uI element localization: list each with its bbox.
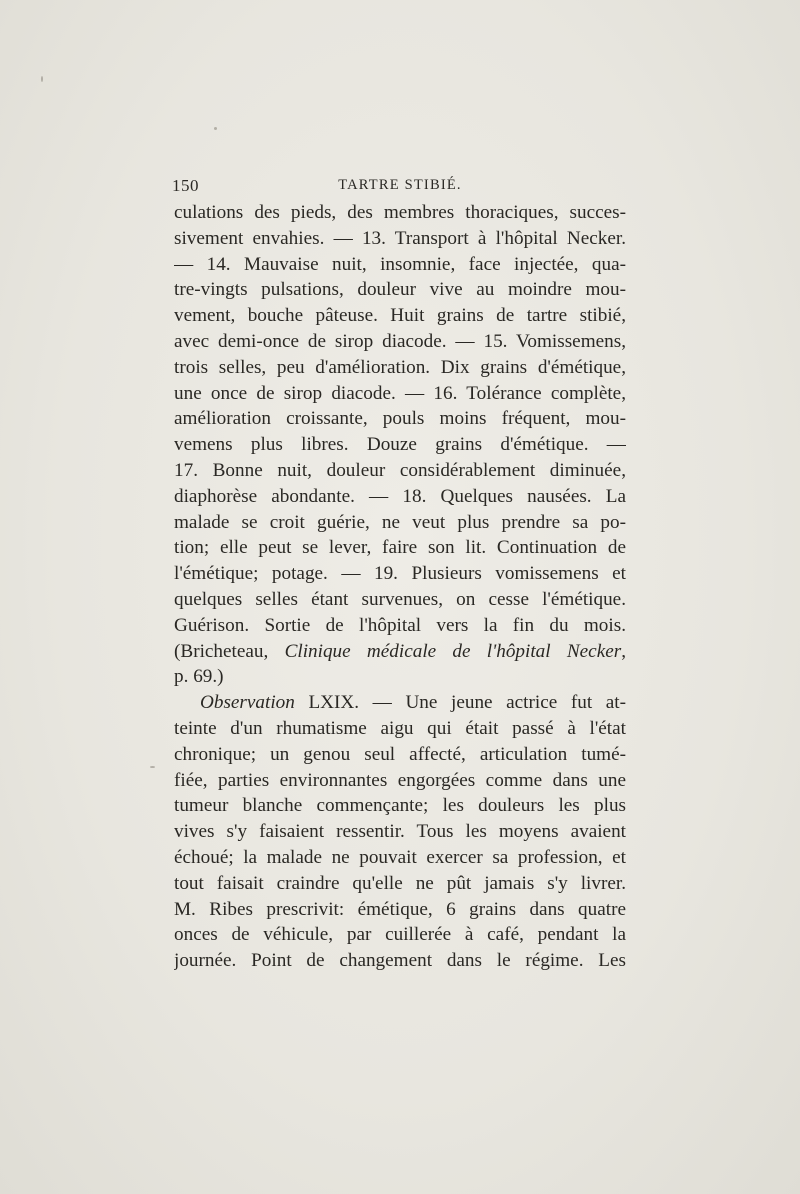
text-line: sivement envahies. — 13. Transport à l'hôpital Necker. <box>174 227 626 249</box>
text-line: amélioration croissante, pouls moins fréquent, mou- <box>174 408 626 430</box>
text-line: quelques selles étant survenues, on cesse l'émétique. <box>174 588 626 610</box>
observation-heading-line <box>174 690 626 716</box>
citation-open: (Bricheteau, <box>174 640 285 662</box>
text-line: journée. Point de changement dans le régime. Les <box>174 950 626 972</box>
text-line: diaphorèse abondante. — 18. Quelques nausées. La <box>174 485 626 507</box>
citation-line <box>174 639 626 665</box>
body-text <box>174 200 626 974</box>
text-line: vement, bouche pâteuse. Huit grains de tartre stibié, <box>174 305 626 327</box>
text-line: trois selles, peu d'amélioration. Dix grains d'émétique, <box>174 356 626 378</box>
text-line: tout faisait craindre qu'elle ne pût jamais s'y livrer. <box>174 872 626 894</box>
paper-speck <box>41 76 43 82</box>
observation-label: Observation <box>200 692 295 714</box>
page-header <box>172 176 628 198</box>
running-title: TARTRE STIBIÉ. <box>338 177 462 193</box>
text-line: onces de véhicule, par cuillerée à café, pendant la <box>174 924 626 946</box>
text-line: Guérison. Sortie de l'hôpital vers la fin du mois. <box>174 614 626 636</box>
text-line: — 14. Mauvaise nuit, insomnie, face injectée, qua- <box>174 253 626 275</box>
paper-speck <box>214 127 217 130</box>
citation-comma: , <box>621 640 626 662</box>
text-line: vives s'y faisaient ressentir. Tous les moyens avaient <box>174 821 626 843</box>
text-line: vemens plus libres. Douze grains d'émétique. — <box>174 434 626 456</box>
text-line: culations des pieds, des membres thoraciques, succes- <box>174 202 626 223</box>
citation-page: p. 69.) <box>174 666 224 688</box>
text-line: l'émétique; potage. — 19. Plusieurs vomissemens et <box>174 563 626 585</box>
text-line: tre-vingts pulsations, douleur vive au moindre mou- <box>174 279 626 301</box>
text-line: chronique; un genou seul affecté, articulation tumé- <box>174 743 626 765</box>
text-line: avec demi-once de sirop diacode. — 15. Vomissemens, <box>174 330 626 352</box>
text-line: teinte d'un rhumatisme aigu qui était passé à l'état <box>174 717 626 739</box>
text-line: tumeur blanche commençante; les douleurs les plus <box>174 795 626 817</box>
paper-speck <box>150 766 155 768</box>
observation-text: LXIX. — Une jeune actrice fut at- <box>294 692 626 714</box>
text-line: échoué; la malade ne pouvait exercer sa profession, et <box>174 846 626 868</box>
text-line: malade se croit guérie, ne veut plus prendre sa po- <box>174 511 626 533</box>
text-line: une once de sirop diacode. — 16. Tolérance complète, <box>174 382 626 404</box>
text-line: M. Ribes prescrivit: émétique, 6 grains dans quatre <box>174 898 626 920</box>
page-number: 150 <box>172 176 199 195</box>
cited-work-title: Clinique médicale de l'hôpital Necker <box>284 640 622 662</box>
text-line: fiée, parties environnantes engorgées comme dans une <box>174 769 626 791</box>
text-line: tion; elle peut se lever, faire son lit. Continuation de <box>174 537 626 559</box>
text-line: 17. Bonne nuit, douleur considérablement diminuée, <box>174 459 626 481</box>
